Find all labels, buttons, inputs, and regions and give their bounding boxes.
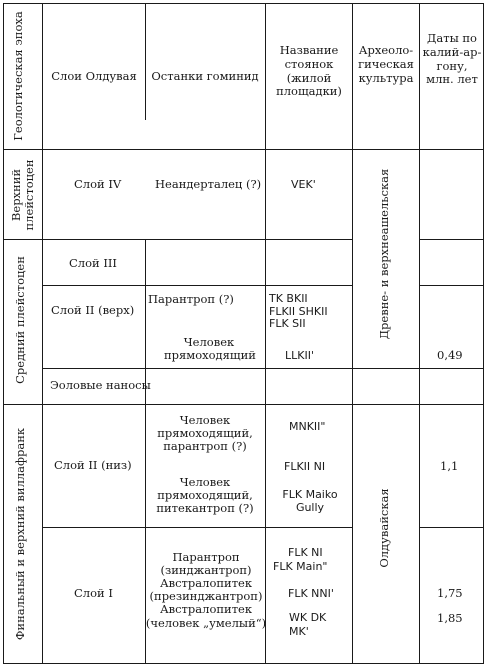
col-divider-5 (419, 3, 420, 664)
layer2upper-remains-a: Парантроп (?) (148, 292, 234, 306)
table-border-right (483, 3, 484, 664)
epoch-rule-middle (3, 404, 484, 405)
row-rule-layer2lower (42, 527, 353, 528)
epoch-villafranchian: Финальный и верхний виллафранк (13, 427, 27, 641)
layer4-site: VEK' (291, 178, 316, 191)
layer1-site-5: MK' (289, 625, 309, 638)
header-remains: Останки гоминид (151, 69, 259, 83)
layer4-label: Слой IV (74, 177, 122, 191)
layer1-site-2: FLK Main" (273, 560, 328, 573)
row-rule-layer3 (42, 285, 353, 286)
layer1-date-1: 1,75 (437, 586, 463, 600)
epoch-upper-pleistocene: Верхний плейстоцен (9, 159, 37, 231)
epoch-rule-upper-date (419, 239, 483, 240)
layer1-site-3: FLK NNI' (288, 587, 334, 600)
row-rule-layer2upper (42, 368, 483, 369)
table-border-bottom (3, 663, 484, 664)
header-site: Название стоянок (жилой площадки) (276, 43, 342, 99)
table-border-top (3, 3, 484, 4)
layer1-remains: Парантроп (зинджантроп) Австралопитек (презинджантроп) Австралопитек (человек „умелый“) (145, 550, 267, 630)
col-divider-2 (145, 3, 146, 120)
layer2lower-site-b: FLKII NI (284, 460, 326, 473)
layer1-site-1: FLK NI (288, 546, 323, 559)
layer2upper-sites-a: TK BKII FLKII SHKII FLK SII (269, 292, 328, 331)
layer1-date-2: 1,85 (437, 611, 463, 625)
layer2upper-site-b: LLKII' (285, 349, 314, 362)
layer2lower-remains-a: Человек прямоходящий, парантроп (?) (157, 413, 253, 454)
header-epoch: Геологическая эпоха (11, 11, 25, 141)
layer2upper-label: Слой II (верх) (51, 303, 135, 317)
layer2upper-remains-b: Человек прямоходящий (164, 335, 256, 363)
layer2lower-site-a: MNKII" (289, 420, 326, 433)
header-layers: Слои Олдувая (51, 69, 137, 83)
col-divider-1 (42, 3, 43, 664)
layer2lower-sites-c: FLK Maiko Gully (282, 488, 338, 514)
eolian-label: Эоловые наносы (50, 378, 151, 392)
layer4-remains: Неандерталец (?) (155, 177, 262, 191)
epoch-rule-upper (3, 239, 353, 240)
layer3-label: Слой III (69, 256, 117, 270)
layer1-site-4: WK DK (289, 611, 327, 624)
culture-olduvai: Олдувайская (377, 488, 391, 568)
table-border-left (3, 3, 4, 664)
row-rule-layer3-date (419, 285, 483, 286)
header-dates: Даты по калий-ар- гону, млн. лет (422, 31, 482, 87)
row-rule-layer2lower-date (419, 527, 483, 528)
layer2lower-label: Слой II (низ) (54, 458, 132, 472)
col-divider-4 (352, 3, 353, 664)
epoch-middle-pleistocene: Средний плейстоцен (13, 256, 27, 384)
layer1-label: Слой I (74, 586, 113, 600)
layer2lower-remains-b: Человек прямоходящий, питекантроп (?) (156, 475, 254, 516)
layer2lower-date: 1,1 (440, 459, 459, 473)
header-culture: Археоло- гическая культура (358, 43, 414, 85)
header-rule (3, 149, 484, 150)
layer2upper-date: 0,49 (437, 348, 463, 362)
culture-acheulean: Древне- и верхнеашельская (377, 168, 391, 340)
